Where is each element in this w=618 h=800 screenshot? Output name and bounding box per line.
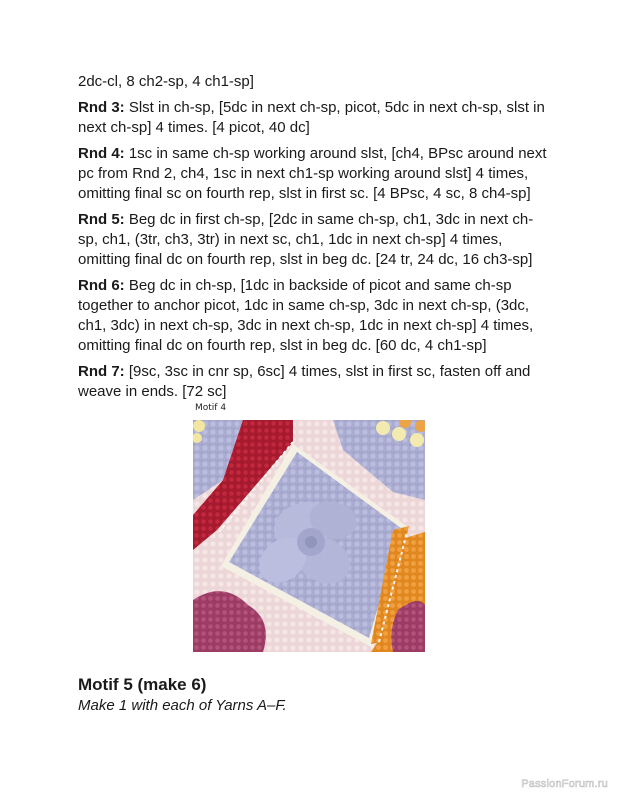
paragraph-text: 2dc-cl, 8 ch2-sp, 4 ch1-sp] — [78, 73, 254, 90]
paragraph-text: Beg dc in first ch-sp, [2dc in same ch-sp, ch1, 3dc in next ch-sp, ch1, (3tr, ch3, 3tr) in next sc, ch1, 1dc in next ch-sp] 4 times, omitting final dc on fourth rep, slst in beg dc. [24 tr, 24 dc, 16 ch3-sp] — [78, 211, 534, 268]
figure-caption: Motif 4 — [195, 403, 227, 413]
paragraph-text: Slst in ch-sp, [5dc in next ch-sp, picot, 5dc in next ch-sp, slst in next ch-sp] 4 times. [4 picot, 40 dc] — [78, 99, 545, 136]
section-subtext: Make 1 with each of Yarns A–F. — [78, 697, 287, 714]
watermark: PassionForum.ru — [521, 778, 608, 790]
rnd-label: Rnd 6: — [78, 277, 125, 294]
crochet-photo-illustration — [193, 420, 425, 652]
paragraph-rnd-6 — [78, 276, 548, 356]
paragraph-rnd-5 — [78, 210, 548, 270]
paragraph-continuation — [78, 72, 548, 92]
pattern-instructions — [78, 72, 548, 408]
rnd-label: Rnd 4: — [78, 145, 125, 162]
paragraph-text: Beg dc in ch-sp, [1dc in backside of picot and same ch-sp together to anchor picot, 1dc in same ch-sp, 3dc in next ch-sp, (3dc, ch1, 3dc) in next ch-sp, 3dc in next ch-sp, 1dc in next ch-sp] 4 times, omitting final dc on fourth rep, slst in beg dc. [60 dc, 4 ch1-sp] — [78, 277, 534, 354]
paragraph-text: [9sc, 3sc in cnr sp, 6sc] 4 times, slst in first sc, fasten off and weave in ends. [72 sc] — [78, 363, 531, 400]
motif-photo — [193, 420, 425, 652]
paragraph-rnd-4 — [78, 144, 548, 204]
paragraph-rnd-3 — [78, 98, 548, 138]
section-heading: Motif 5 (make 6) — [78, 675, 207, 694]
rnd-label: Rnd 5: — [78, 211, 125, 228]
paragraph-rnd-7 — [78, 362, 548, 402]
rnd-label: Rnd 3: — [78, 99, 125, 116]
motif-figure — [193, 403, 425, 652]
paragraph-text: 1sc in same ch-sp working around slst, [ch4, BPsc around next pc from Rnd 2, ch4, 1sc in next ch1-sp working around slst] 4 times, omitting final sc on fourth rep, slst in first sc. [4 BPsc, 4 sc, 8 ch4-sp] — [78, 145, 547, 202]
rnd-label: Rnd 7: — [78, 363, 125, 380]
